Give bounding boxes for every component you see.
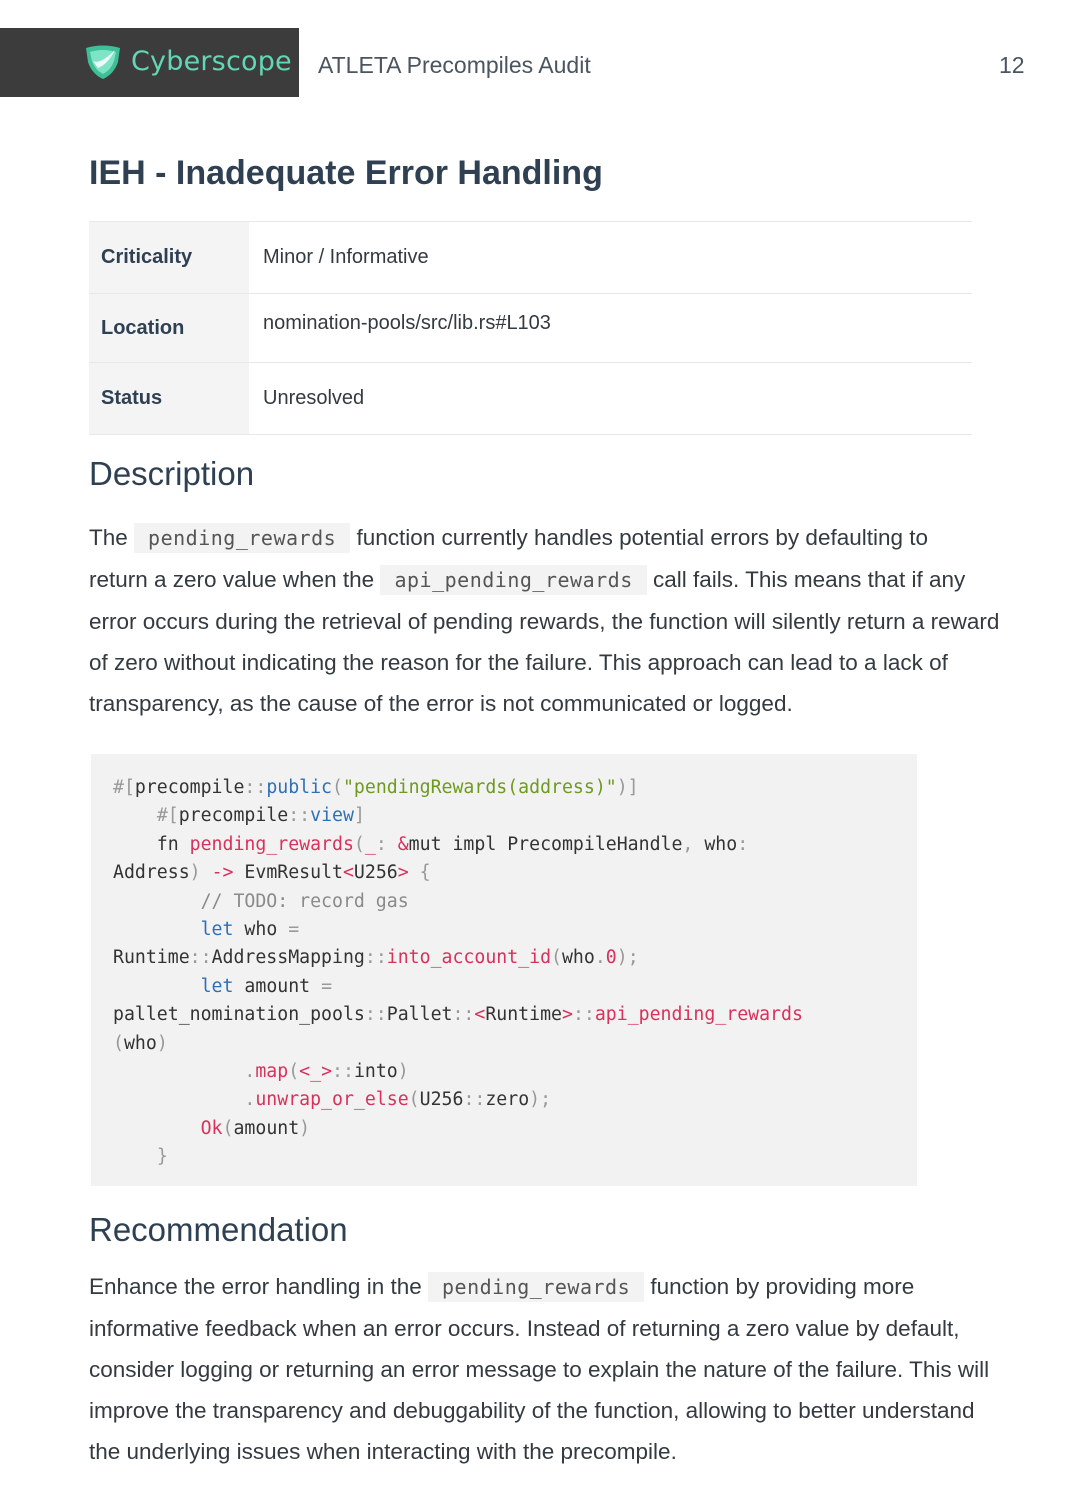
location-row xyxy=(89,294,972,363)
code-line: let amount = xyxy=(200,975,333,997)
recommendation-line: the underlying issues when interacting with the precompile. xyxy=(89,1439,677,1464)
criticality-label: Criticality xyxy=(89,222,249,294)
document-title: ATLETA Precompiles Audit xyxy=(318,52,591,78)
code-line: #[precompile::public("pendingRewards(address)")] xyxy=(113,777,639,798)
code-line: .unwrap_or_else(U256::zero); xyxy=(244,1089,552,1111)
status-row xyxy=(89,363,972,435)
status-label: Status xyxy=(89,363,249,435)
code-line: pallet_nomination_pools::Pallet::<Runtime>::api_pending_rewards xyxy=(113,1004,803,1026)
code-line: Ok(amount) xyxy=(200,1117,311,1139)
description-line: The pending_rewards function currently handles potential errors by defaulting to xyxy=(89,517,1049,559)
inline-code: pending_rewards xyxy=(428,1272,644,1302)
recommendation-paragraph xyxy=(89,1266,1049,1472)
code-line: Address) -> EvmResult<U256> { xyxy=(113,862,431,884)
code-content xyxy=(113,774,917,1172)
recommendation-line: informative feedback when an error occurs. Instead of returning a zero value by default, xyxy=(89,1316,960,1341)
code-line: let who = xyxy=(200,919,300,941)
code-line: } xyxy=(156,1146,168,1168)
page-number: 12 xyxy=(999,52,1025,78)
code-line: .map(<_>::into) xyxy=(244,1061,409,1083)
location-value: nomination-pools/src/lib.rs#L103 xyxy=(249,294,972,363)
inline-code: pending_rewards xyxy=(134,523,350,553)
inline-code: api_pending_rewards xyxy=(380,565,646,595)
cyberscope-shield-logo-icon xyxy=(84,44,122,80)
finding-title: IEH - Inadequate Error Handling xyxy=(89,154,603,192)
recommendation-heading: Recommendation xyxy=(89,1211,348,1248)
code-line: (who) xyxy=(113,1032,168,1054)
code-line: #[precompile::view] xyxy=(156,805,365,827)
description-line: of zero without indicating the reason for the failure. This approach can lead to a lack of xyxy=(89,650,948,675)
recommendation-line: consider logging or returning an error message to explain the nature of the failure. This will xyxy=(89,1357,990,1382)
code-line: fn pending_rewards(_: &mut impl PrecompileHandle, who: xyxy=(113,833,749,855)
finding-info-table xyxy=(89,221,972,435)
criticality-value: Minor / Informative xyxy=(249,222,972,294)
brand-banner xyxy=(0,28,299,97)
description-line: error occurs during the retrieval of pending rewards, the function will silently return a reward xyxy=(89,609,1000,634)
recommendation-line: improve the transparency and debuggability of the function, allowing to better understand xyxy=(89,1398,975,1423)
description-heading: Description xyxy=(89,455,255,492)
code-block xyxy=(91,754,917,1186)
location-label: Location xyxy=(89,294,249,363)
brand-name: Cyberscope xyxy=(131,46,292,77)
description-line: transparency, as the cause of the error is not communicated or logged. xyxy=(89,691,793,716)
recommendation-line: Enhance the error handling in the pending_rewards function by providing more xyxy=(89,1266,1049,1308)
description-line: return a zero value when the api_pending_rewards call fails. This means that if any xyxy=(89,559,1049,601)
description-paragraph xyxy=(89,517,1049,724)
status-value: Unresolved xyxy=(249,363,972,435)
code-line: Runtime::AddressMapping::into_account_id(who.0); xyxy=(113,947,639,969)
code-line: // TODO: record gas xyxy=(200,890,409,912)
criticality-row xyxy=(89,222,972,294)
